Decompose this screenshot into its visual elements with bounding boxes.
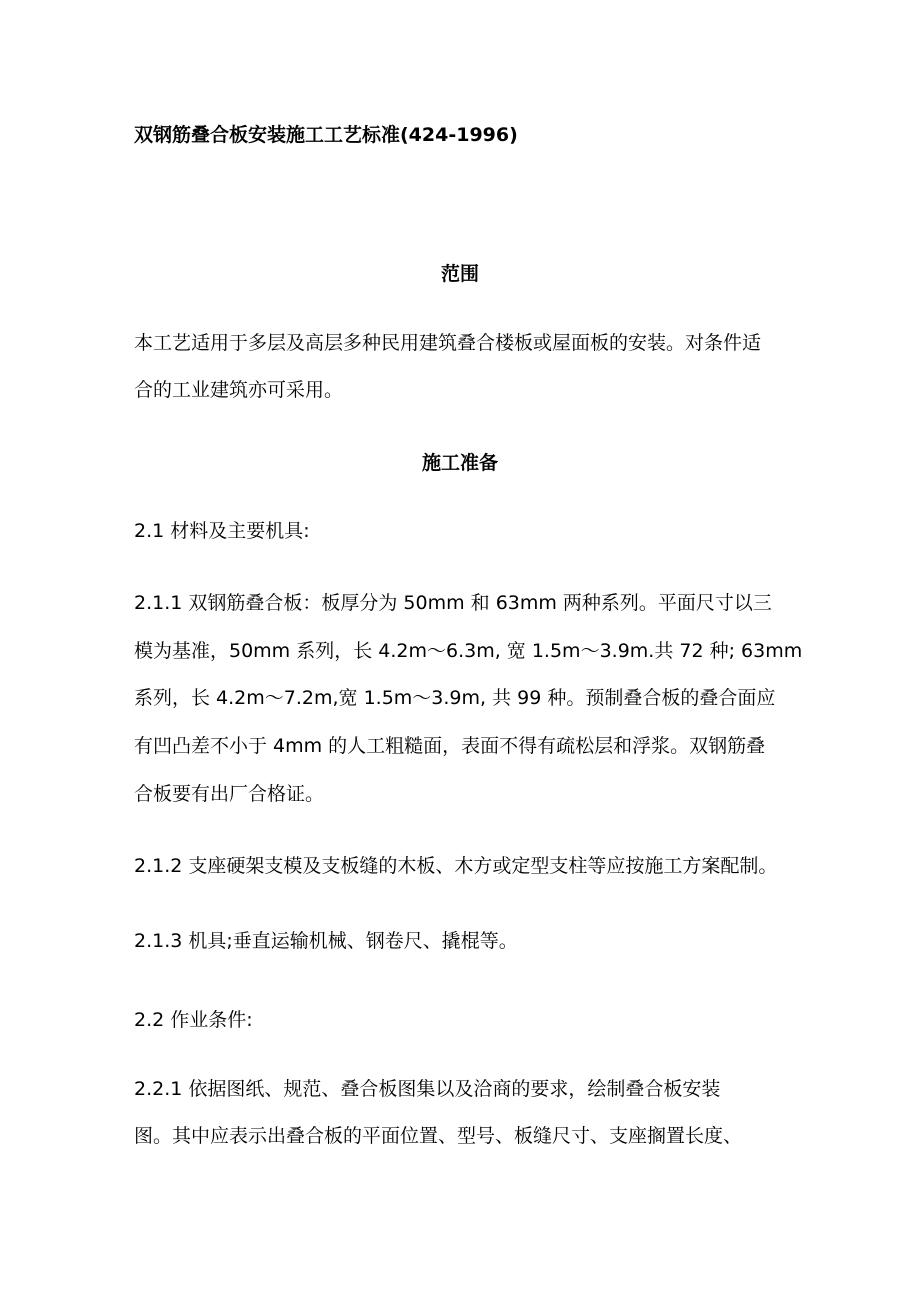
paragraph-2-1-1-line: 模为基准，50mm 系列，长 4.2m～6.3m, 宽 1.5m～3.9m.共 72 种; 63mm [134,640,803,662]
paragraph-2-2-1-line: 图。其中应表示出叠合板的平面位置、型号、板缝尺寸、支座搁置长度、 [134,1125,743,1147]
section-heading-scope: 范围 [440,263,479,285]
paragraph-2-2-1-line: 2.2.1 依据图纸、规范、叠合板图集以及洽商的要求，绘制叠合板安装 [134,1078,721,1100]
paragraph-2-1-1-line: 系列，长 4.2m～7.2m,宽 1.5m～3.9m, 共 99 种。预制叠合板的叠合面应 [134,687,776,709]
paragraph-2-2: 2.2 作业条件: [134,1009,253,1031]
section-heading-preparation: 施工准备 [421,452,498,474]
paragraph-2-1-2: 2.1.2 支座硬架支模及支板缝的木板、木方或定型支柱等应按施工方案配制。 [134,855,778,877]
paragraph-2-1-3: 2.1.3 机具;垂直运输机械、钢卷尺、撬棍等。 [134,930,518,952]
paragraph-2-1: 2.1 材料及主要机具: [134,520,310,542]
scope-paragraph-line: 本工艺适用于多层及高层多种民用建筑叠合楼板或屋面板的安装。对条件适 [134,332,762,354]
paragraph-2-1-1-line: 合板要有出厂合格证。 [134,783,325,805]
document-title: 双钢筋叠合板安装施工工艺标准(424-1996) [134,124,518,146]
paragraph-2-1-1-line: 有凹凸差不小于 4mm 的人工粗糙面，表面不得有疏松层和浮浆。双钢筋叠 [134,735,766,757]
scope-paragraph-line: 合的工业建筑亦可采用。 [134,379,344,401]
paragraph-2-1-1-line: 2.1.1 双钢筋叠合板：板厚分为 50mm 和 63mm 两种系列。平面尺寸以三 [134,592,772,614]
